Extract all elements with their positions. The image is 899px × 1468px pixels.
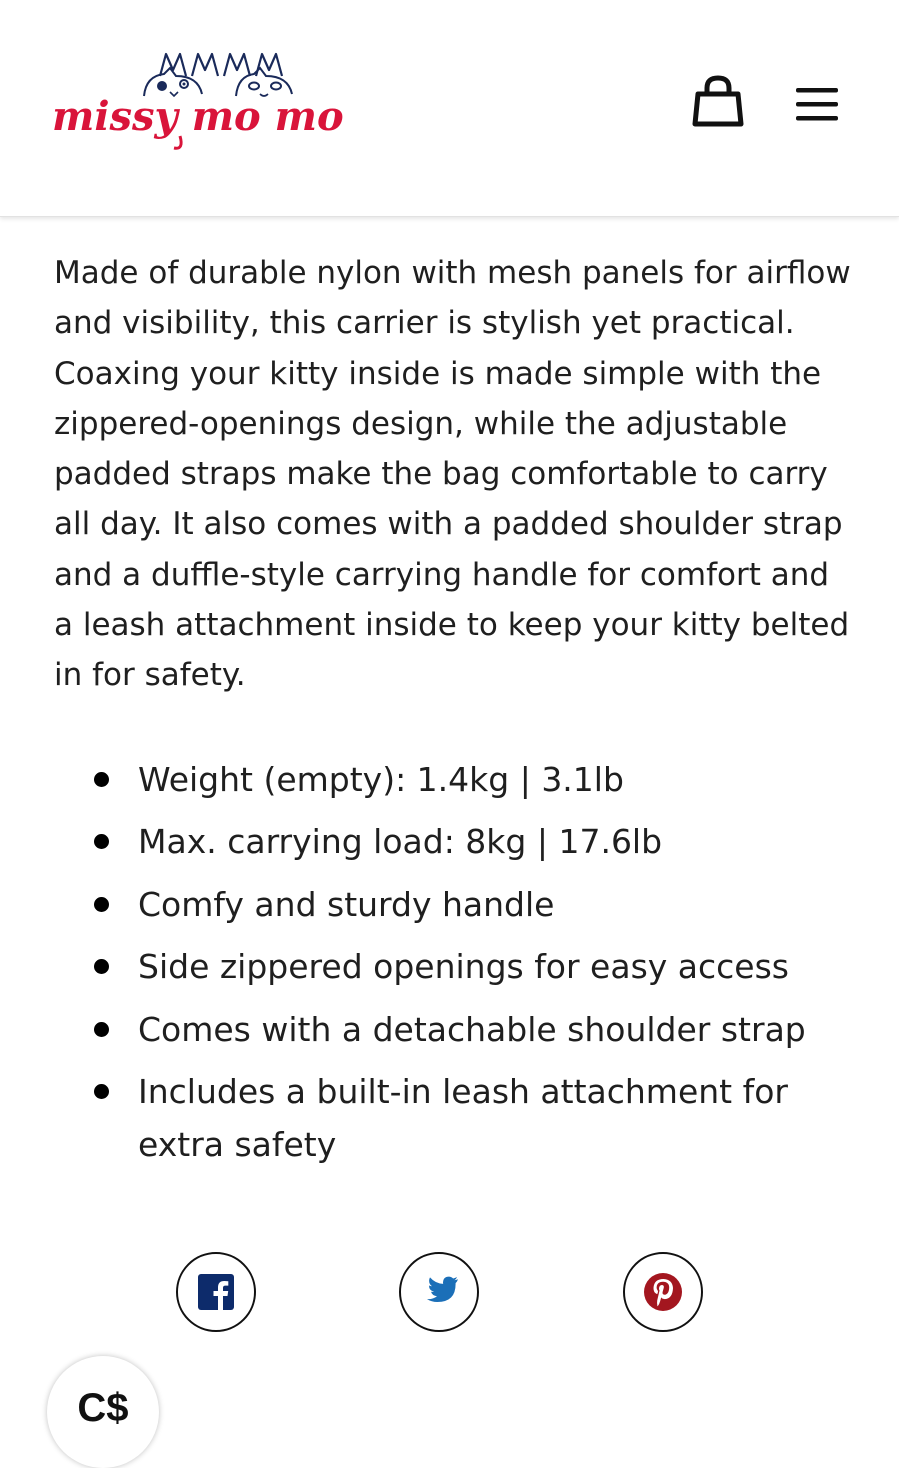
share-facebook-button[interactable] [176,1252,256,1332]
logo-text: missy mo mo [52,93,344,140]
product-description: Made of durable nylon with mesh panels for airflow and visibility, this carrier is stylish yet practical. Coaxing your kitty inside is made simple with the zippered-openings design, while the adjustable padded straps make the bag comfortable to carry all day. It also comes with a padded shoulder strap and a duffle-style carrying handle for comfort and a leash attachment inside to keep your kitty belted in for safety. [54,255,851,694]
cart-button[interactable] [690,74,746,134]
bullet-icon [94,959,109,974]
list-item [54,1003,854,1056]
feature-text: Weight (empty): 1.4kg | 3.1lb [138,759,624,799]
list-item [54,940,854,993]
bullet-icon [94,1084,109,1099]
bullet-icon [94,834,109,849]
menu-button[interactable] [792,80,844,128]
feature-text: Comfy and sturdy handle [138,884,555,924]
feature-text: Includes a built-in leash attachment for extra safety [138,1072,788,1165]
list-item [54,815,854,868]
product-details [54,248,854,1181]
site-header [0,0,899,217]
pinterest-icon [643,1272,683,1312]
facebook-icon [198,1274,234,1310]
bullet-icon [94,1022,109,1037]
share-pinterest-button[interactable] [623,1252,703,1332]
shopping-bag-icon [690,74,746,134]
bullet-icon [94,772,109,787]
twitter-icon [419,1275,459,1309]
currency-label: C$ [77,1386,129,1430]
feature-text: Side zippered openings for easy access [138,947,789,987]
feature-text: Max. carrying load: 8kg | 17.6lb [138,822,663,862]
hamburger-menu-icon [792,80,844,128]
share-twitter-button[interactable] [399,1252,479,1332]
list-item [54,753,854,806]
feature-list [54,753,854,1172]
currency-selector-button[interactable] [47,1356,159,1468]
missy-mo-mo-logo[interactable] [52,48,392,158]
logo-image [52,48,392,158]
feature-text: Comes with a detachable shoulder strap [138,1009,806,1049]
list-item [54,1065,854,1171]
list-item [54,878,854,931]
bullet-icon [94,897,109,912]
